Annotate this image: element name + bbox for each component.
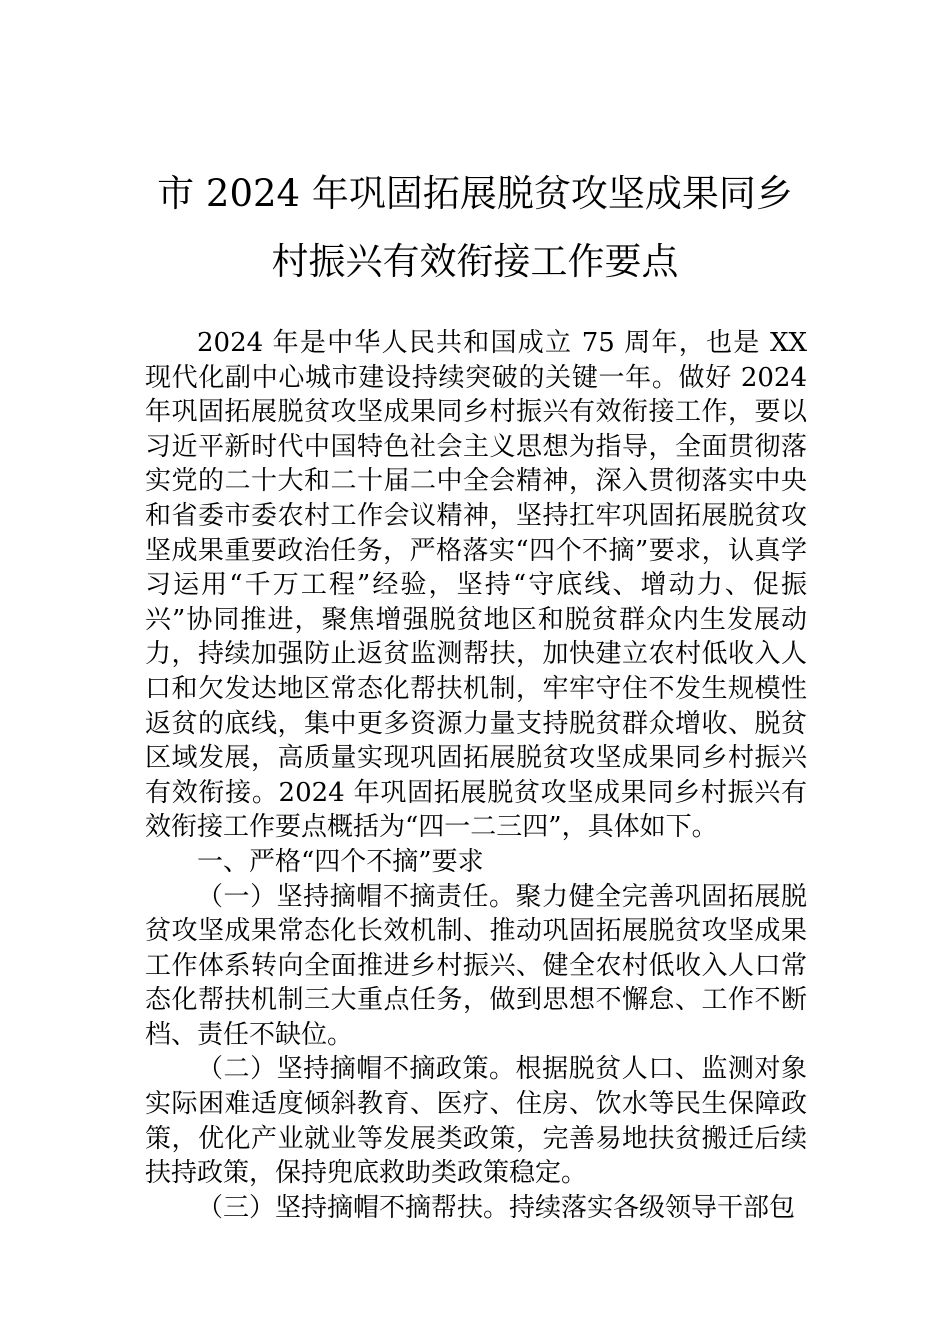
paragraph-intro: 2024 年是中华人民共和国成立 75 周年，也是 XX 现代化副中心城市建设持续突破的关键一年。做好 2024 年巩固拓展脱贫攻坚成果同乡村振兴有效衔接工作，要以习近平新时代中国特色社会主义思想为指导，全面贯彻落实党的二十大和二十届二中全会精神，深入贯彻落实中央和省委市委农村工作会议精神，坚持扛牢巩固拓展脱贫攻坚成果重要政治任务，严格落实“四个不摘”要求，认真学习运用“千万工程”经验，坚持“守底线、增动力、促振兴”协同推进，聚焦增强脱贫地区和脱贫群众内生发展动力，持续加强防止返贫监测帮扶，加快建立农村低收入人口和欠发达地区常态化帮扶机制，牢牢守住不发生规模性返贫的底线，集中更多资源力量支持脱贫群众增收、脱贫区域发展，高质量实现巩固拓展脱贫攻坚成果同乡村振兴有效衔接。2024 年巩固拓展脱贫攻坚成果同乡村振兴有效衔接工作要点概括为“四一二三四”，具体如下。 — [145, 328, 807, 843]
paragraph-item-2: （二）坚持摘帽不摘政策。根据脱贫人口、监测对象实际困难适度倾斜教育、医疗、住房、饮水等民生保障政策，优化产业就业等发展类政策，完善易地扶贫搬迁后续扶持政策，保持兜底救助类政策稳定。 — [145, 1054, 807, 1189]
paragraph-item-1: （一）坚持摘帽不摘责任。聚力健全完善巩固拓展脱贫攻坚成果常态化长效机制、推动巩固拓展脱贫攻坚成果工作体系转向全面推进乡村振兴、健全农村低收入人口常态化帮扶机制三大重点任务，做到思想不懈怠、工作不断档、责任不缺位。 — [145, 881, 807, 1050]
paragraph-item-3: （三）坚持摘帽不摘帮扶。持续落实各级领导干部包 — [197, 1192, 796, 1223]
document-body — [145, 326, 807, 1225]
section-heading: 一、严格“四个不摘”要求 — [197, 846, 484, 877]
document-title: 市 2024 年巩固拓展脱贫攻坚成果同乡村振兴有效衔接工作要点 — [157, 172, 793, 283]
